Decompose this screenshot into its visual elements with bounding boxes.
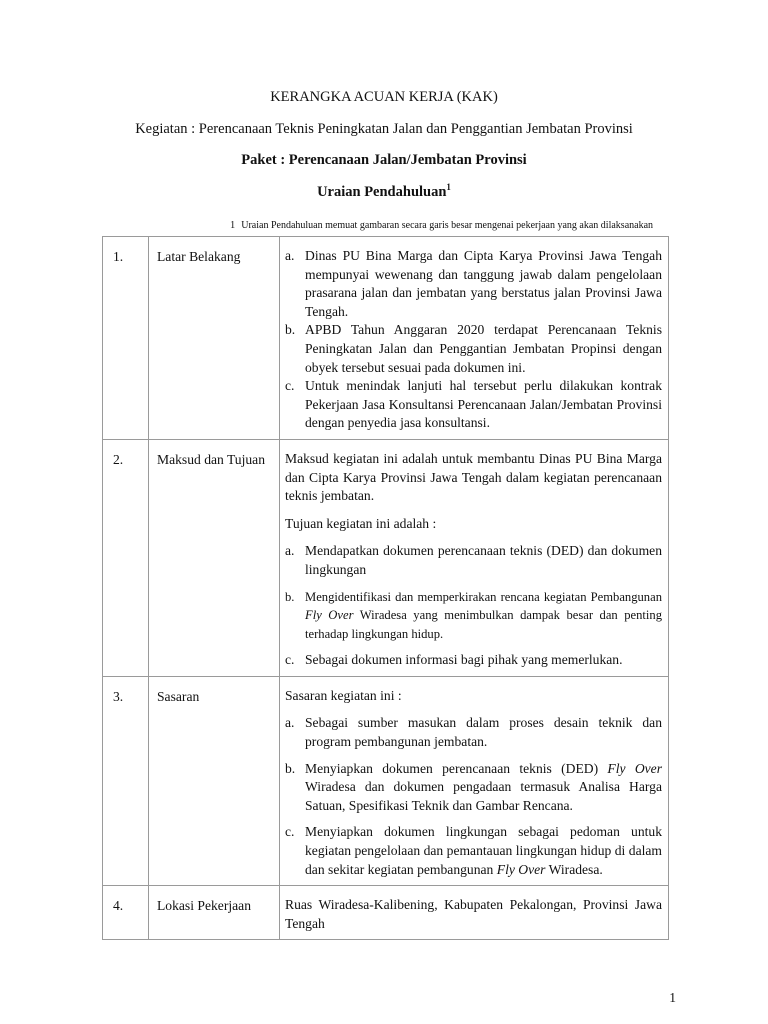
list-item — [285, 321, 662, 377]
row-intro: Ruas Wiradesa-Kalibening, Kabupaten Pekalongan, Provinsi Jawa Tengah — [285, 897, 662, 931]
list-item — [285, 377, 662, 433]
item-text: Untuk menindak lanjuti hal tersebut perlu dilakukan kontrak Pekerjaan Jasa Konsultansi Perencanaan Jalan/Jembatan Provinsi dengan penyedia jasa konsultansi. — [305, 378, 662, 431]
item-list — [285, 542, 662, 670]
row-number: 4. — [103, 886, 149, 940]
item-text-after: Wiradesa. — [545, 861, 603, 877]
row-number: 3. — [103, 676, 149, 885]
item-text-after: Wiradesa yang menimbulkan dampak besar dan penting terhadap lingkungan hidup. — [305, 608, 662, 641]
footnote-ref: 1 — [446, 182, 451, 192]
table-row — [103, 676, 669, 885]
document-title: KERANGKA ACUAN KERJA (KAK) — [270, 89, 498, 105]
footnote — [230, 220, 653, 231]
item-text-before: Mengidentifikasi dan memperkirakan rencana kegiatan Pembangunan — [305, 589, 662, 604]
uraian-heading-text: Uraian Pendahuluan — [317, 184, 447, 200]
row-number: 2. — [103, 439, 149, 676]
item-marker: c. — [285, 824, 295, 840]
row-label: Maksud dan Tujuan — [149, 439, 280, 676]
item-text: Sebagai sumber masukan dalam proses desain teknik dan program pembangunan jembatan. — [305, 715, 662, 750]
list-item — [285, 651, 662, 670]
row-content — [280, 237, 669, 440]
row-sub-intro: Tujuan kegiatan ini adalah : — [285, 515, 437, 531]
row-intro: Sasaran kegiatan ini : — [285, 687, 402, 703]
item-marker: a. — [285, 248, 295, 263]
paket-line: Paket : Perencanaan Jalan/Jembatan Provinsi — [241, 152, 527, 168]
row-content — [280, 886, 669, 940]
item-marker: a. — [285, 715, 295, 731]
row-label: Sasaran — [149, 676, 280, 885]
item-text-italic: Fly Over — [496, 861, 546, 877]
kak-table — [102, 236, 669, 940]
footnote-number: 1 — [230, 220, 236, 231]
list-item — [285, 247, 662, 321]
uraian-heading — [0, 184, 768, 201]
item-text-after: Wiradesa dan dokumen pengadaan termasuk Analisa Harga Satuan, Spesifikasi Teknik dan Gambar Rencana. — [305, 779, 662, 813]
item-list — [285, 714, 662, 879]
item-marker: b. — [285, 589, 295, 604]
kegiatan-line: Kegiatan : Perencanaan Teknis Peningkatan Jalan dan Penggantian Jembatan Provinsi — [135, 121, 633, 137]
item-text: Mendapatkan dokumen perencanaan teknis (DED) dan dokumen lingkungan — [305, 543, 662, 577]
list-item — [285, 823, 662, 879]
item-list — [285, 247, 662, 433]
row-intro: Maksud kegiatan ini adalah untuk membantu Dinas PU Bina Marga dan Cipta Karya Provinsi Jawa Tengah dalam kegiatan perencanaan teknis jembatan. — [285, 450, 662, 504]
item-marker: c. — [285, 652, 295, 668]
row-content — [280, 676, 669, 885]
item-text-italic: Fly Over — [305, 608, 354, 623]
list-item — [285, 760, 662, 816]
item-text: Dinas PU Bina Marga dan Cipta Karya Provinsi Jawa Tengah mempunyai wewenang dan tanggung jawab dalam pengelolaan prasarana jalan dan jembatan yang berstatus jalan Provinsi Jawa Tengah. — [305, 248, 662, 319]
item-text-before: Menyiapkan dokumen lingkungan sebagai pedoman untuk kegiatan pengelolaan dan pemantauan lingkungan hidup di dalam dan sekitar kegiatan pembangunan — [305, 824, 662, 877]
page-number: 1 — [669, 990, 676, 1005]
list-item — [285, 588, 662, 644]
item-text-italic: Fly Over — [607, 760, 662, 776]
list-item — [285, 714, 662, 751]
table-row — [103, 439, 669, 676]
item-marker: a. — [285, 543, 295, 559]
item-text-before: Menyiapkan dokumen perencanaan teknis (DED) — [305, 760, 608, 776]
row-content — [280, 439, 669, 676]
item-text: APBD Tahun Anggaran 2020 terdapat Perencanaan Teknis Peningkatan Jalan dan Penggantian Jembatan Propinsi dengan obyek tersebut sesuai pada dokumen ini. — [305, 322, 662, 375]
item-marker: c. — [285, 378, 295, 394]
item-marker: b. — [285, 322, 296, 338]
row-label: Lokasi Pekerjaan — [149, 886, 280, 940]
row-label: Latar Belakang — [149, 237, 280, 440]
list-item — [285, 542, 662, 579]
item-text: Sebagai dokumen informasi bagi pihak yang memerlukan. — [305, 652, 623, 668]
table-row — [103, 237, 669, 440]
table-row — [103, 886, 669, 940]
footnote-text: Uraian Pendahuluan memuat gambaran secara garis besar mengenai pekerjaan yang akan dilaksanakan — [241, 220, 654, 231]
row-number: 1. — [103, 237, 149, 440]
item-marker: b. — [285, 760, 296, 776]
